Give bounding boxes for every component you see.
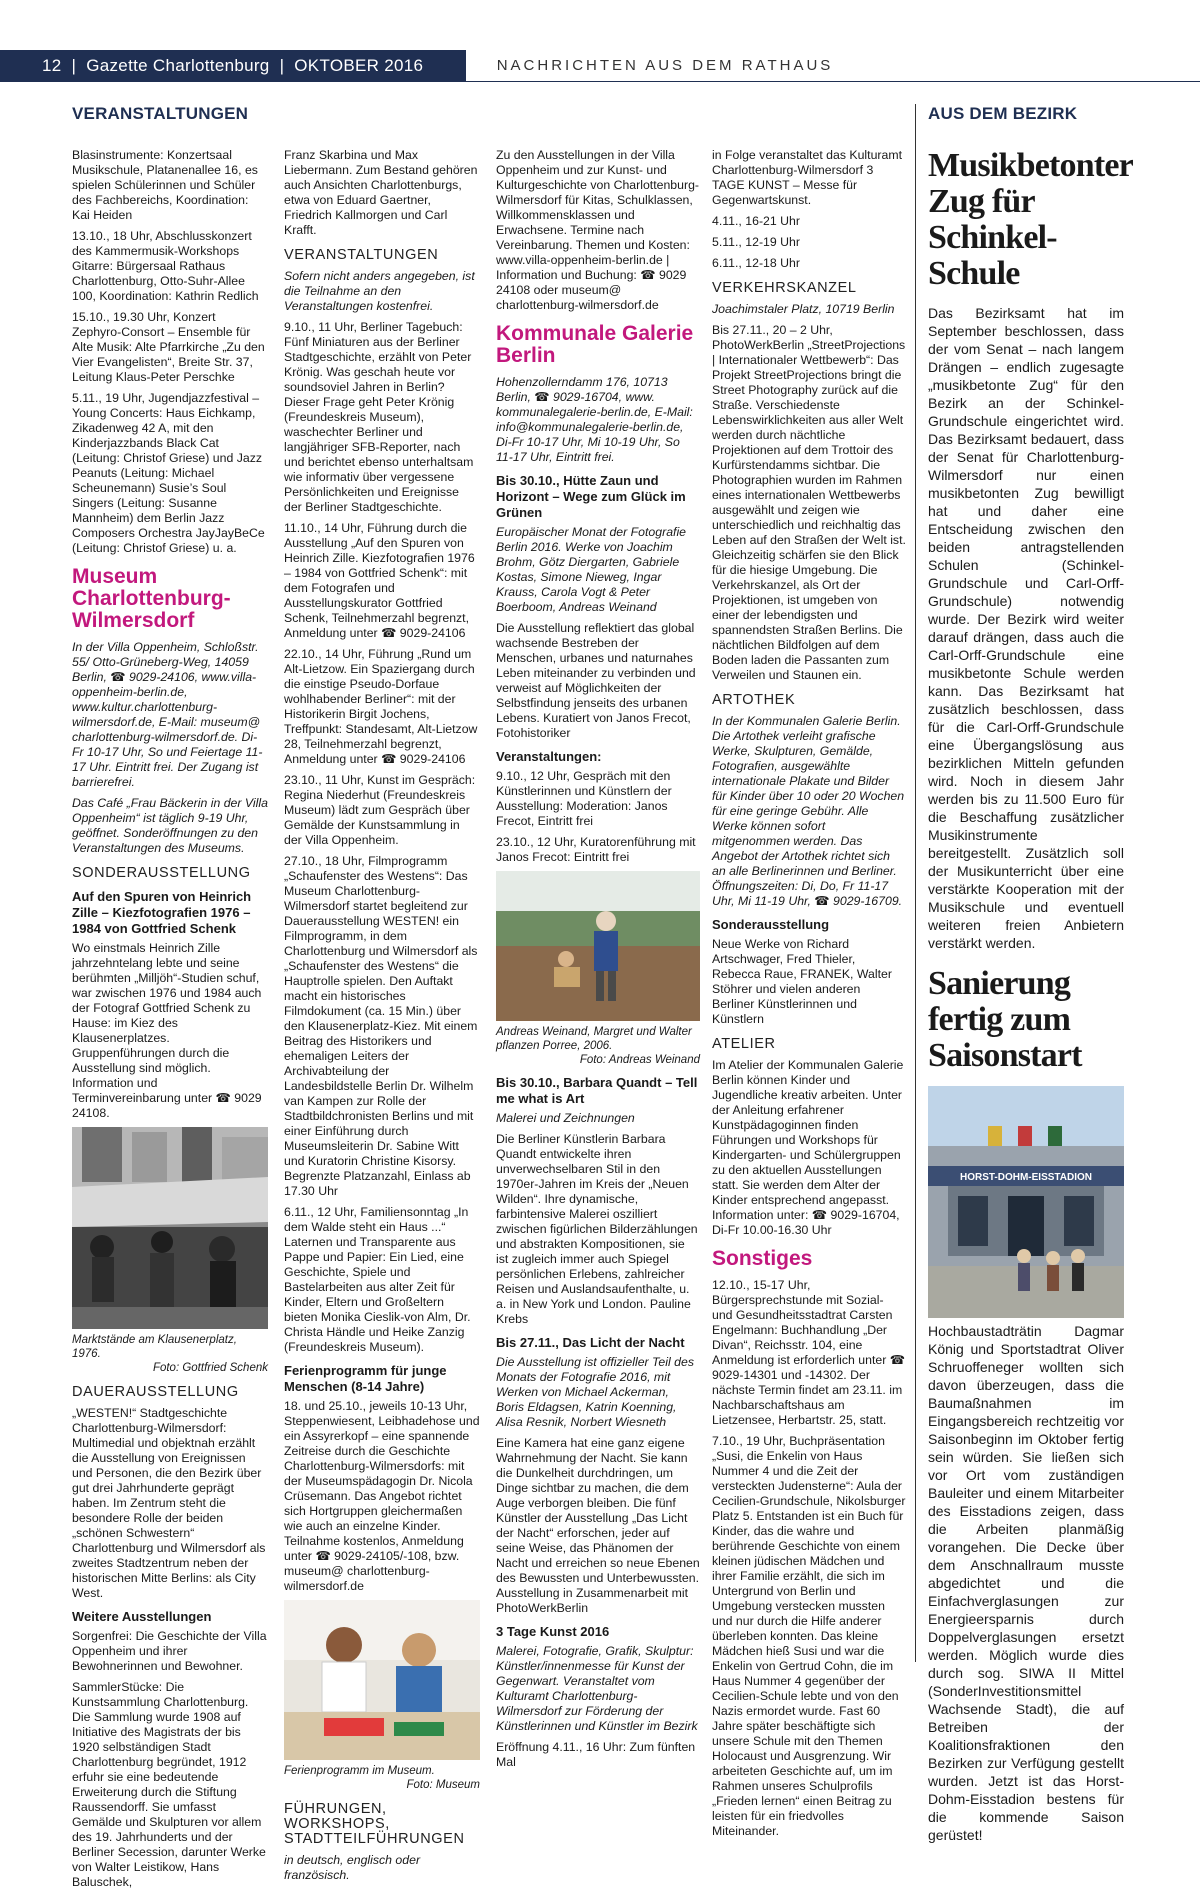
exhibit-text: Eröffnung 4.11., 16 Uhr: Zum fünften Mal bbox=[496, 1740, 696, 1769]
caption-text: Marktstände am Klausenerplatz, 1976. bbox=[72, 1334, 237, 1360]
article-headline: Musikbetonter Zug für Schinkel-Schule bbox=[928, 147, 1133, 292]
caption-text: Ferienprogramm im Museum. bbox=[284, 1765, 435, 1777]
stadium-photo-image bbox=[928, 1086, 1124, 1318]
article-paragraph: Franz Skarbina und Max Liebermann. Zum Bestand gehören auch Ansichten Charlottenburgs, etwa von Eduard Gaertner, Friedrich Kallmorgen und Carl Krafft. bbox=[284, 148, 478, 237]
date-line: 5.11., 12-19 Uhr bbox=[712, 235, 800, 249]
exhibit-text: Die Ausstellung reflektiert das global wachsende Bestreben der Menschen, urbanes und naturnahes Leben miteinander zu verbinden und verweist auf Möglichkeiten der Selbstfindung jenseits des urbanen Lebens. Kuratiert von Janos Frecot, Fotohistoriker bbox=[496, 621, 696, 740]
caption-text: Andreas Weinand, Margret und Walter pflanzen Porree, 2006. bbox=[496, 1026, 692, 1052]
market-photo bbox=[72, 1127, 268, 1329]
event-item: 6.11., 12 Uhr, Familiensonntag „In dem Walde steht ein Haus ...“ Laternen und Transparente aus Pappe und Papier: Ein Lied, eine Geschichte, Spiele und Bastelarbeiten aus alter Zeit für Kinder, Eltern und Großeltern bieten Monika Cieslik-von Alm, Dr. Christa Händle und Heike Zanzig (Freundeskreis Museum). bbox=[284, 1205, 471, 1354]
photo-credit: Foto: Museum bbox=[406, 1779, 480, 1791]
event-item: Bis 27.11., 20 – 2 Uhr, PhotoWerkBerlin „StreetProjections | Internationaler Wettbewerb“: Das Projekt StreetProjections bringt die Street Photography zurück auf die Straße. Verschiedenste Lebenswirklichkeiten aus aller Welt werden durch nächtliche Projektionen auf dem Trottoir des Kurfürstendamms sichtbar. Die Photographien wurden im Rahmen eines internationalen Wettbewerbs ausgewählt und zeigen wie unterschiedlich und reichhaltig das Leben auf den Straßen der Welt ist. Gleichzeitig schärfen sie den Blick für die hiesige Umgebung. Die Verkehrskanzel, als Ort der Projektionen, ist umgeben von einer der lebendigsten und spannendsten Straßen Berlins. Die nächtlichen Bildfolgen auf dem Boden laden die Passanten zum Verweilen und Staunen ein. bbox=[712, 323, 906, 682]
event-item: 18. und 25.10., jeweils 10-13 Uhr, Steppenwiesent, Leibhadehose und ein Assyrerkopf – eine spannende Zeitreise durch die Geschichte Charlottenburg-Wilmersdorfs: mit der Museumspädagogin Dr. Nicola Crüsemann. Das Angebot richtet sich Hortgruppen gleichermaßen wie auch an einzelne Kinder. Teilnahme kostenlos, Anmeldung unter ☎ 9029-24105/-108, bzw. museum@ charlottenburg-wilmersdorf.de bbox=[284, 1399, 480, 1593]
kids-photo bbox=[284, 1600, 480, 1760]
event-item: 12.10., 15-17 Uhr, Bürgersprechstunde mit Sozial- und Gesundheitsstadtrat Carsten Engelmann: Buchhandlung „Der Divan“, Reichsstr. 104, eine Anmeldung ist erforderlich unter ☎ 9029-14301 und -14302. Der nächste Termin findet am 23.11. im Nachbarschaftshaus am Lietzensee, Herbartstr. 25, statt. bbox=[712, 1278, 906, 1427]
column-5 bbox=[928, 147, 1133, 1850]
exhibit-text: Die Berliner Künstlerin Barbara Quandt entwickelte ihren unverwechselbaren Stil in den 1970er-Jahren im Kreis der „Neuen Wilden“. Ihre dynamische, farbintensive Malerei oszilliert zwischen figürlichen Bilderzählungen und abstrakten Kompositionen, sie ist zugleich immer auch Spiegel persönlichen Erlebens, zahlreicher Reisen und Auslandsaufenthalte, u. a. in New York und London. Pauline Krebs bbox=[496, 1132, 698, 1326]
events-note: Sofern nicht anders angegeben, ist die Teilnahme an den Veranstaltungen kostenfrei. bbox=[284, 269, 475, 313]
exhibit-subtitle: Die Ausstellung ist offizieller Teil des Monats der Fotografie 2016, mit Werken von Michael Ackerman, Boris Eldagsen, Katrin Koenning, Alisa Resnik, Norbert Wiesneth bbox=[496, 1355, 694, 1429]
exhibit-text: Sorgenfrei: Die Geschichte der Villa Oppenheim und ihrer Bewohnerinnen und Bewohner. bbox=[72, 1629, 267, 1673]
article-text: Das Bezirksamt hat im September beschlossen, dass der vom Senat – nach langem Drängen – endlich zugesagte „musikbetonte Zug“ für den Bezirk an der Schinkel-Grundschule eingerichtet wird. Das Bezirksamt bedauert, dass der Senat für Charlottenburg-Wilmersdorf nur einen musikbetonten Zug bewilligt hat und daher eine Entscheidung zwischen den beiden antragstellenden Schulen (Schinkel-Grundschule und Carl-Orff-Grundschule) notwendig wurde. Der Bezirk wird weiter darauf drängen, dass auch die Carl-Orff-Grundschule eine musikbetonte Schule werden kann. Das Bezirksamt hat zusätzlich beschlossen, dass für die Carl-Orff-Grundschule eine Übergangslösung aus bezirklichen Mitteln gefunden wird. Noch in diesem Jahr werden bis zu 11.500 Euro für die Beschaffung zusätzlicher Musikinstrumente bereitgestellt. Zusätzlich soll der Musikunterricht über eine verstärkte Kooperation mit der Musikschule und eventuell weiteren freien Anbietern verstärkt werden. bbox=[928, 305, 1124, 951]
column-3 bbox=[496, 148, 700, 1776]
exhibit-title: Bis 30.10., Barbara Quandt – Tell me what is Art bbox=[496, 1075, 698, 1106]
exhibit-title: 3 Tage Kunst 2016 bbox=[496, 1624, 610, 1639]
event-item: 23.10., 11 Uhr, Kunst im Gespräch: Regina Niederhut (Freundeskreis Museum) lädt zum Gespräch über Gemälde der Kunstsammlung in der Villa Oppenheim. bbox=[284, 773, 476, 847]
section-header-district: AUS DEM BEZIRK bbox=[928, 104, 1078, 123]
event-item: 27.10., 18 Uhr, Filmprogramm „Schaufenster des Westens“: Das Museum Charlottenburg-Wilmersdorf startet begleitend zur Dauerausstellung WESTEN! ein Filmprogramm, in dem Charlottenburg und Wilmersdorf als „Schaufenster des Westens“ die Hauptrolle spielen. Den Auftakt macht ein historisches Filmdokument (ca. 15 Min.) über den Klausenerplatz-Kiez. Mit einem Beitrag des Historikers und ehemaligen Leiters der Archivabteilung der Landesbildstelle Berlin Dr. Wilhelm van Kampen zur Rolle der Stadtbildchronisten Berlins und mit einer Einführung durch Museumsleiterin Dr. Sabine Witt und Kuratorin Christine Kisorsy. Begrenzte Platzanzahl, Einlass ab 17.30 Uhr bbox=[284, 854, 478, 1198]
event-item: 9.10., 12 Uhr, Gespräch mit den Künstlerinnen und Künstlern der Ausstellung: Moderation: Janos Frecot, Eintritt frei bbox=[496, 769, 672, 828]
galerie-info: Hohenzollerndamm 176, 10713 Berlin, ☎ 9029-16704, www. kommunalegalerie-berlin.de, E-Mail: info@kommunalegalerie-berlin.de, Di-Fr 10-17 Uhr, Mi 10-19 Uhr, So 11-17 Uhr, Eintritt frei. bbox=[496, 375, 693, 464]
article-text: Hochbaustadträtin Dagmar König und Sportstadtrat Oliver Schruoffeneger wollten sich davon überzeugen, dass die Baumaßnahmen im Eingangsbereich rechtzeitig vor Saisonbeginn im Oktober fertig sein würden. Sie ließen sich vor Ort vom zuständigen Bauleiter und einem Mitarbeiter des Eisstadions zeigen, dass die Arbeiten planmäßig vorangehen. Die Decke über dem Anschnallraum musste abgedichtet und die Einfachverglasungen zur Energieersparnis durch Doppelverglasungen ersetzt werden. Möglich wurde dies durch sog. SIWA II Mittel (SonderInvestitionsmittel Wachsende Stadt), die auf Betreiben der Koalitionsfraktionen den Bezirken zur Verfügung gestellt wurden. Jetzt ist das Horst-Dohm-Eisstadion bestens für die kommende Saison gerüstet! bbox=[928, 1323, 1124, 1843]
museum-info: In der Villa Oppenheim, Schloßstr. 55/ Otto-Grüneberg-Weg, 14059 Berlin, ☎ 9029-24106, www.villa-oppenheim-berlin.de, www.kultur.charlottenburg-wilmersdorf.de, E-Mail: museum@ charlottenburg-wilmersdorf.de. Di-Fr 10-17 Uhr, So und Feiertage 11-17 Uhr. Eintritt frei. Der Zugang ist barrierefrei. bbox=[72, 640, 263, 789]
photo-caption bbox=[72, 1333, 268, 1375]
museum-cafe: Das Café „Frau Bäckerin in der Villa Oppenheim“ ist täglich 9-19 Uhr, geöffnet. Sonderöffnungen zu den Veranstaltungen des Museums. bbox=[72, 796, 268, 855]
subheading: FÜHRUNGEN, WORKSHOPS, STADTTEILFÜHRUNGEN bbox=[284, 1801, 465, 1847]
subheading: VERANSTALTUNGEN bbox=[284, 247, 439, 263]
article-paragraph: Zu den Ausstellungen in der Villa Oppenheim und zur Kunst- und Kulturgeschichte von Charlottenburg-Wilmersdorf für Kitas, Schulklassen, Willkommensklassen und Erwachsene. Termine nach Vereinbarung. Themen und Kosten: www.villa-oppenheim-berlin.de | Information und Buchung: ☎ 9029 24108 oder museum@ charlottenburg-wilmersdorf.de bbox=[496, 148, 700, 312]
garden-photo bbox=[496, 871, 700, 1021]
sonstiges-title: Sonstiges bbox=[712, 1247, 813, 1270]
tours-note: in deutsch, englisch oder französisch. bbox=[284, 1853, 421, 1882]
exhibit-title: Auf den Spuren von Heinrich Zille – Kiezfotografien 1976 – 1984 von Gottfried Schenk bbox=[72, 889, 252, 936]
exhibit-title: Bis 27.11., Das Licht der Nacht bbox=[496, 1335, 685, 1350]
event-item: 5.11., 19 Uhr, Jugendjazzfestival – Young Concerts: Haus Eichkamp, Zikadenweg 42 A, mit den Kinderjazzbands Black Cat (Leitung: Christof Griese) und Jazz Peanuts (Leitung: Michael Scheunemann) Susie’s Soul Singers (Leitung: Susanne Mannheim) dem Berlin Jazz Composers Orchestra JayJayBeCe (Leitung: Christof Griese) u. a. bbox=[72, 391, 265, 555]
stadium-sign: HORST-DOHM-EISSTADION bbox=[959, 1172, 1093, 1183]
exhibit-text: „WESTEN!“ Stadtgeschichte Charlottenburg-Wilmersdorf: Multimedial und objektnah erzählt die Ausstellung von Ereignissen und Personen, die den Bezirk über gut drei Jahrhunderte geprägt haben. Im Zentrum steht die besondere Rolle der beiden „schönen Schwestern“ Charlottenburg und Wilmersdorf als zweites Stadtzentrum neben der historischen Mitte Berlins: als City West. bbox=[72, 1406, 266, 1600]
header-rule bbox=[466, 81, 1200, 82]
photo-credit: Foto: Andreas Weinand bbox=[579, 1054, 700, 1066]
market-photo-image bbox=[72, 1127, 268, 1329]
column-divider bbox=[915, 104, 916, 1662]
issue-date: OKTOBER 2016 bbox=[294, 56, 424, 75]
event-item: 23.10., 12 Uhr, Kuratorenführung mit Janos Frecot: Eintritt frei bbox=[496, 835, 696, 864]
publication-name: Gazette Charlottenburg bbox=[86, 56, 270, 75]
exhibit-subtitle: Europäischer Monat der Fotografie Berlin 2016. Werke von Joachim Brohm, Götz Diergarten, Gabriele Kostas, Simone Nieweg, Ingar Krauss, Carola Vogt & Peter Boerboom, Andreas Weinand bbox=[496, 525, 687, 614]
exhibit-subtitle: Malerei, Fotografie, Grafik, Skulptur: Künstler/innenmesse für Kunst der Gegenwart. Veranstaltet vom Kulturamt Charlottenburg-Wilmersdorf zur Förderung der Künstlerinnen und Künstler im Bezirk bbox=[496, 1644, 698, 1733]
page-header bbox=[0, 0, 1200, 82]
event-item: 13.10., 18 Uhr, Abschlusskonzert des Kammermusik-Workshops Gitarre: Bürgersaal Rathaus Charlottenburg, Otto-Suhr-Allee 100, Koordination: Kathrin Redlich bbox=[72, 229, 259, 303]
subheading-bold: Ferienprogramm für junge Menschen (8-14 Jahre) bbox=[284, 1363, 447, 1394]
date-line: 4.11., 16-21 Uhr bbox=[712, 214, 800, 228]
event-item: 9.10., 11 Uhr, Berliner Tagebuch: Fünf Miniaturen aus der Berliner Stadtgeschichte, erzählt von Peter Krönig. Was geschah heute vor soundsoviel Jahren in Berlin? Dieser Frage geht Peter Krönig (Freundeskreis Museum), waschechter Berliner und langjähriger SFB-Reporter, nach und berichtet ebenso unterhaltsam wie informativ über vergessene Persönlichkeiten und Ereignisse der Berliner Stadtgeschichte. bbox=[284, 320, 474, 514]
subheading-bold: Veranstaltungen: bbox=[496, 749, 602, 764]
event-item: 7.10., 19 Uhr, Buchpräsentation „Susi, die Enkelin von Haus Nummer 4 und die Zeit der versteckten Judensterne“: Aula der Cecilien-Grundschule, Nikolsburger Platz 5. Entstanden ist ein Buch für Kinder, das die wahre und berührende Geschichte von einem kleinen jüdischen Mädchen und ihrer Familie erzählt, die sich im Untergrund von Berlin und Umgebung verstecken mussten und nur durch die Hilfe anderer überleben konnten. Das kleine Mädchen hieß Susi und war die Enkelin von Gertrud Cohn, die im Haus Nummer 4 gegenüber der Cecilien-Schule lebte und von den Nazis ermordet wurde. Fast 60 Jahre später beschäftigte sich unsere Schule mit den Themen Holocaust und Ausgrenzung. Wir arbeiteten Geschichte auf, um im Rahmen unseres Schulprofils „Frieden lernen“ einen Beitrag zu leisten für ein friedvolles Miteinander. bbox=[712, 1434, 906, 1838]
article-paragraph: in Folge veranstaltet das Kulturamt Charlottenburg-Wilmersdorf 3 TAGE KUNST – Messe für Gegenwartskunst. bbox=[712, 148, 903, 207]
section-header-events: VERANSTALTUNGEN bbox=[72, 104, 249, 123]
article-paragraph: Blasinstrumente: Konzertsaal Musikschule, Platanenallee 16, es spielen Schülerinnen und Schüler des Fachbereichs, Koordination: Kai Heiden bbox=[72, 148, 258, 222]
subheading: SONDERAUSSTELLUNG bbox=[72, 865, 251, 881]
exhibit-title: Bis 30.10., Hütte Zaun und Horizont – Wege zum Glück im Grünen bbox=[496, 473, 686, 520]
subheading-bold: Sonderausstellung bbox=[712, 917, 830, 932]
venue-info: Joachimstaler Platz, 10719 Berlin bbox=[712, 302, 895, 316]
galerie-title: Kommunale Galerie Berlin bbox=[496, 322, 694, 367]
venue-info: In der Kommunalen Galerie Berlin. Die Artothek verleiht grafische Werke, Skulpturen, Gemälde, Fotografien, ausgewählte internationale Plakate und Bilder für Kinder über 10 oder 20 Wochen für eine geringe Gebühr. Alle Werke können sofort mitgenommen werden. Das Angebot der Artothek richtet sich an alle Berlinerinnen und Berliner. Öffnungszeiten: Di, Do, Fr 11-17 Uhr, Mi 11-19 Uhr, ☎ 9029-16709. bbox=[712, 714, 905, 908]
exhibit-text: Eine Kamera hat eine ganz eigene Wahrnehmung der Nacht. Sie kann die Dunkelheit durchdringen, um Dinge sichtbar zu machen, die dem Auge verborgen bleiben. Die fünf Künstler der Ausstellung „Das Licht der Nacht“ erforschen, jeder auf seine Weise, das Phänomen der Nacht und erreichen so neue Ebenen des Bewussten und Unterbewussten. Ausstellung in Zusammenarbeit mit PhotoWerkBerlin bbox=[496, 1436, 700, 1615]
subheading-bold: Weitere Ausstellungen bbox=[72, 1609, 212, 1624]
article-headline: Sanierung fertig zum Saisonstart bbox=[928, 965, 1082, 1074]
header-bar: 12 | Gazette Charlottenburg | OKTOBER 2016 bbox=[0, 50, 466, 82]
column-1 bbox=[72, 148, 268, 1896]
exhibit-text: Im Atelier der Kommunalen Galerie Berlin können Kinder und Jugendliche kreativ arbeiten. Unter der Anleitung erfahrener Kunstpädagoginnen finden Führungen und Workshops für Kindergarten- und Schülergruppen zu den aktuellen Ausstellungen statt. Sie werden dem Alter der Kinder entsprechend angepasst. Information unter: ☎ 9029-16704, Di-Fr 10.00-16.30 Uhr bbox=[712, 1058, 904, 1237]
photo-credit: Foto: Gottfried Schenk bbox=[152, 1362, 268, 1374]
column-2 bbox=[284, 148, 480, 1889]
date-line: 6.11., 12-18 Uhr bbox=[712, 256, 800, 270]
exhibit-text: Neue Werke von Richard Artschwager, Fred Thieler, Rebecca Raue, FRANEK, Walter Stöhrer und vielen anderen Berliner Künstlerinnen und Künstlern bbox=[712, 937, 892, 1026]
section-title: NACHRICHTEN AUS DEM RATHAUS bbox=[496, 57, 834, 74]
column-4 bbox=[712, 148, 906, 1845]
museum-title: Museum Charlottenburg-Wilmersdorf bbox=[72, 565, 231, 632]
stadium-photo bbox=[928, 1086, 1124, 1318]
subheading: ATELIER bbox=[712, 1036, 776, 1052]
exhibit-text: Wo einstmals Heinrich Zille jahrzehntelang lebte und seine berühmten „Milljöh“-Studien schuf, war zwischen 1976 und 1984 auch der Fotograf Gottfried Schenk zu Hause: im Kiez des Klausenerplatzes. Gruppenführungen durch die Ausstellung sind möglich. Information und Terminvereinbarung unter ☎ 9029 24108. bbox=[72, 941, 262, 1120]
subheading: ARTOTHEK bbox=[712, 692, 796, 708]
event-item: 15.10., 19.30 Uhr, Konzert Zephyro-Consort – Ensemble für Alte Musik: Alte Pfarrkirche „Zu den Vier Evangelisten“, Breite Str. 37, Leitung Klaus-Peter Perschke bbox=[72, 310, 265, 384]
exhibit-text: SammlerStücke: Die Kunstsammlung Charlottenburg. Die Sammlung wurde 1908 auf Initiative des Magistrats der bis 1920 selbständigen Stadt Charlottenburg begründet, 1912 erfuhr sie eine bedeutende Erweiterung durch die Stiftung Raussendorff. Sie umfasst Gemälde und Skulpturen vor allem des 19. Jahrhunderts und der Berliner Secession, darunter Werke von Walter Leistikow, Hans Baluschek, bbox=[72, 1680, 266, 1889]
kids-photo-image bbox=[284, 1600, 480, 1760]
event-item: 11.10., 14 Uhr, Führung durch die Ausstellung „Auf den Spuren von Heinrich Zille. Kiezfotografien 1976 – 1984 von Gottfried Schenk“: mit dem Fotografen und Ausstellungskurator Gottfried Schenk, Teilnehmerzahl begrenzt, Anmeldung unter ☎ 9029-24106 bbox=[284, 521, 475, 640]
subheading: VERKEHRSKANZEL bbox=[712, 280, 857, 296]
photo-caption bbox=[284, 1764, 480, 1792]
event-item: 22.10., 14 Uhr, Führung „Rund um Alt-Lietzow. Ein Spaziergang durch die einstige Pseudo-Dorfaue wohlhabender Berliner“: mit der Historikerin Birgit Jochens, Treffpunkt: Standesamt, Alt-Lietzow 28, Teilnehmerzahl begrenzt, Anmeldung unter ☎ 9029-24106 bbox=[284, 647, 478, 766]
subheading: DAUERAUSSTELLUNG bbox=[72, 1384, 239, 1400]
photo-caption bbox=[496, 1025, 700, 1067]
page-number: 12 bbox=[42, 56, 62, 75]
exhibit-subtitle: Malerei und Zeichnungen bbox=[496, 1111, 635, 1125]
garden-photo-image bbox=[496, 871, 700, 1021]
